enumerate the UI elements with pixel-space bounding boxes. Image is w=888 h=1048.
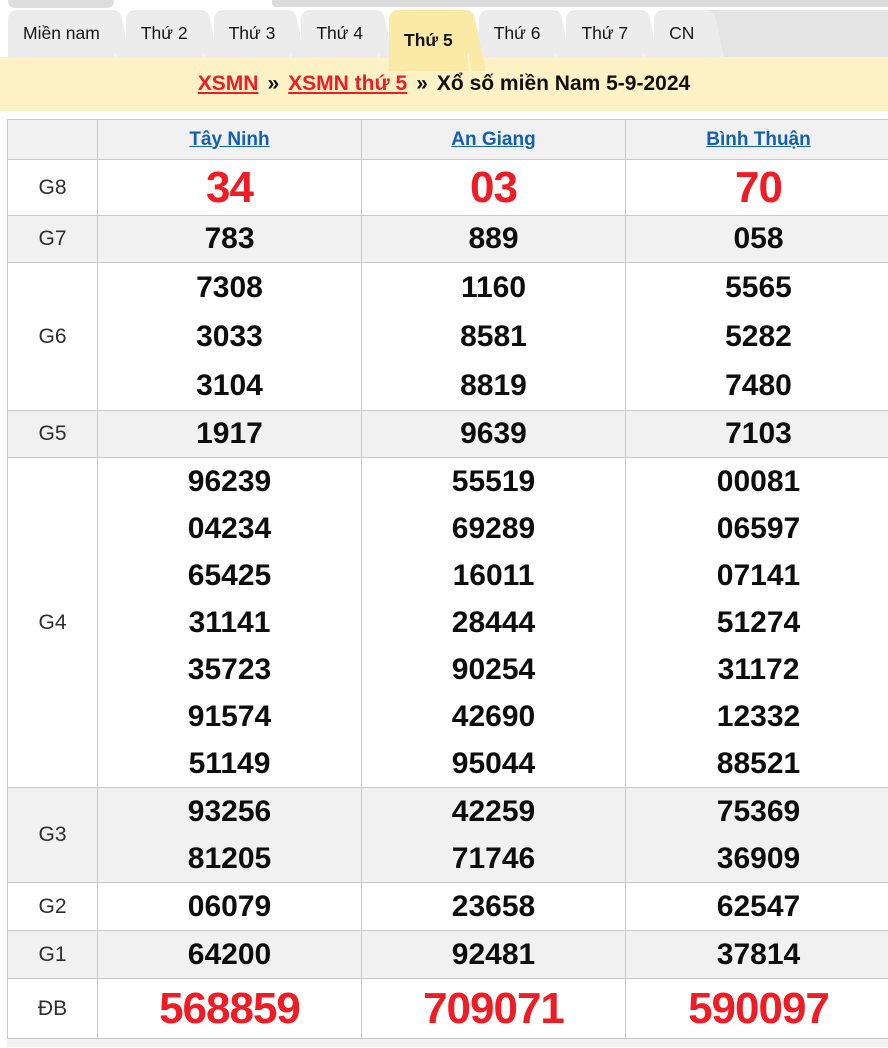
- breadcrumb-link-xsmn[interactable]: XSMN: [197, 72, 259, 95]
- prize-value: 568859: [98, 979, 362, 1039]
- prize-value: 42259: [451, 794, 536, 828]
- prize-value-group: [98, 263, 362, 411]
- prize-value: 28444: [451, 605, 536, 639]
- column-header-an-giang: [362, 120, 626, 160]
- prize-value: 06597: [716, 511, 801, 545]
- results-table: [7, 119, 888, 1039]
- prize-value: 93256: [187, 794, 272, 828]
- prize-value: 92481: [362, 931, 626, 979]
- tab-thu-6[interactable]: Thứ 6: [479, 10, 556, 57]
- prize-value: 55519: [451, 464, 536, 498]
- prize-value: 31172: [717, 652, 800, 686]
- prize-value: 88521: [716, 746, 801, 780]
- prize-value: 04234: [187, 511, 272, 545]
- prize-value: 9639: [362, 411, 626, 458]
- prize-value: 69289: [451, 511, 536, 545]
- prize-value: 7480: [725, 368, 792, 402]
- table-row-g8: [8, 160, 888, 216]
- prize-value: 5565: [725, 270, 792, 304]
- prize-label-g8: G8: [8, 160, 98, 216]
- prize-value: 889: [362, 216, 626, 263]
- prize-value: 23658: [362, 883, 626, 931]
- prize-value: 31141: [188, 605, 271, 639]
- prize-value-group: [98, 458, 362, 788]
- tab-thu-4[interactable]: Thứ 4: [301, 10, 378, 57]
- prize-value-group: [626, 263, 888, 411]
- prize-label-g7: G7: [8, 216, 98, 263]
- prize-value: 81205: [187, 841, 272, 875]
- header-corner-cell: [8, 120, 98, 160]
- top-cutoff-tab-shape: [8, 0, 114, 8]
- breadcrumb-separator: »: [267, 72, 280, 95]
- table-header-row: [8, 120, 888, 160]
- prize-value: 71746: [451, 841, 536, 875]
- page-title: Xổ số miền Nam 5-9-2024: [436, 72, 691, 95]
- prize-label-g3: G3: [8, 788, 98, 883]
- prize-value: 62547: [626, 883, 888, 931]
- prize-value: 1917: [98, 411, 362, 458]
- prize-value-group: [362, 263, 626, 411]
- prize-value-group: [98, 788, 362, 883]
- prize-value: 75369: [716, 794, 801, 828]
- prize-value: 1160: [460, 270, 527, 304]
- prize-value: 95044: [451, 746, 536, 780]
- tab-cn[interactable]: CN: [654, 10, 709, 57]
- prize-value: 35723: [187, 652, 272, 686]
- prize-value: 03: [362, 160, 626, 216]
- top-cutoff-strip: [272, 0, 888, 7]
- province-link-tay-ninh[interactable]: Tây Ninh: [189, 128, 270, 150]
- prize-value-group: [362, 788, 626, 883]
- prize-value: 16011: [452, 558, 535, 592]
- prize-label-g4: G4: [8, 458, 98, 788]
- prize-value: 058: [626, 216, 888, 263]
- prize-value: 7103: [626, 411, 888, 458]
- column-header-binh-thuan: [626, 120, 888, 160]
- prize-value: 7308: [196, 270, 263, 304]
- tab-thu-3[interactable]: Thứ 3: [214, 10, 291, 57]
- prize-value: 70: [626, 160, 888, 216]
- prize-value: 96239: [187, 464, 272, 498]
- prize-value-group: [626, 458, 888, 788]
- prize-value: 3104: [196, 368, 263, 402]
- prize-value: 65425: [187, 558, 272, 592]
- prize-value: 3033: [196, 319, 263, 353]
- prize-value: 90254: [451, 652, 536, 686]
- prize-label-g2: G2: [8, 883, 98, 931]
- prize-label-g6: G6: [8, 263, 98, 411]
- column-header-tay-ninh: [98, 120, 362, 160]
- table-row-g2: [8, 883, 888, 931]
- prize-value-group: [362, 458, 626, 788]
- results-table-wrapper: [0, 119, 888, 1039]
- tab-thu-5-active[interactable]: Thứ 5: [389, 10, 468, 71]
- prize-value: 34: [98, 160, 362, 216]
- prize-value: 37814: [626, 931, 888, 979]
- prize-label-g5: G5: [8, 411, 98, 458]
- prize-value: 12332: [716, 699, 801, 733]
- weekday-tabbar: [0, 10, 888, 57]
- prize-value-group: [626, 788, 888, 883]
- breadcrumb-separator: »: [416, 72, 428, 95]
- prize-label-db: ĐB: [8, 979, 98, 1039]
- prize-value: 51149: [188, 746, 271, 780]
- table-row-g7: [8, 216, 888, 263]
- prize-label-g1: G1: [8, 931, 98, 979]
- prize-value: 00081: [716, 464, 801, 498]
- prize-value: 64200: [98, 931, 362, 979]
- table-row-g4: [8, 458, 888, 788]
- tab-thu-7[interactable]: Thứ 7: [566, 10, 643, 57]
- prize-value: 8819: [460, 368, 527, 402]
- table-row-g5: [8, 411, 888, 458]
- table-row-g1: [8, 931, 888, 979]
- prize-value: 36909: [716, 841, 801, 875]
- prize-value: 5282: [725, 319, 792, 353]
- table-row-g3: [8, 788, 888, 883]
- prize-value: 07141: [716, 558, 801, 592]
- tab-thu-2[interactable]: Thứ 2: [126, 10, 203, 57]
- prize-value: 8581: [460, 319, 527, 353]
- prize-value: 51274: [716, 605, 801, 639]
- prize-value: 91574: [187, 699, 272, 733]
- table-row-g6: [8, 263, 888, 411]
- breadcrumb-link-xsmn-thu5[interactable]: XSMN thứ 5: [288, 72, 408, 95]
- prize-value: 709071: [362, 979, 626, 1039]
- prize-value: 783: [98, 216, 362, 263]
- next-row-cutoff-strip: [7, 1039, 888, 1047]
- province-link-binh-thuan[interactable]: Bình Thuận: [706, 128, 811, 150]
- top-cutoff-bar: [0, 0, 888, 10]
- tab-mien-nam[interactable]: Miền nam: [8, 10, 115, 57]
- table-row-db: [8, 979, 888, 1039]
- prize-value: 590097: [626, 979, 888, 1039]
- prize-value: 42690: [451, 699, 536, 733]
- province-link-an-giang[interactable]: An Giang: [451, 128, 536, 150]
- prize-value: 06079: [98, 883, 362, 931]
